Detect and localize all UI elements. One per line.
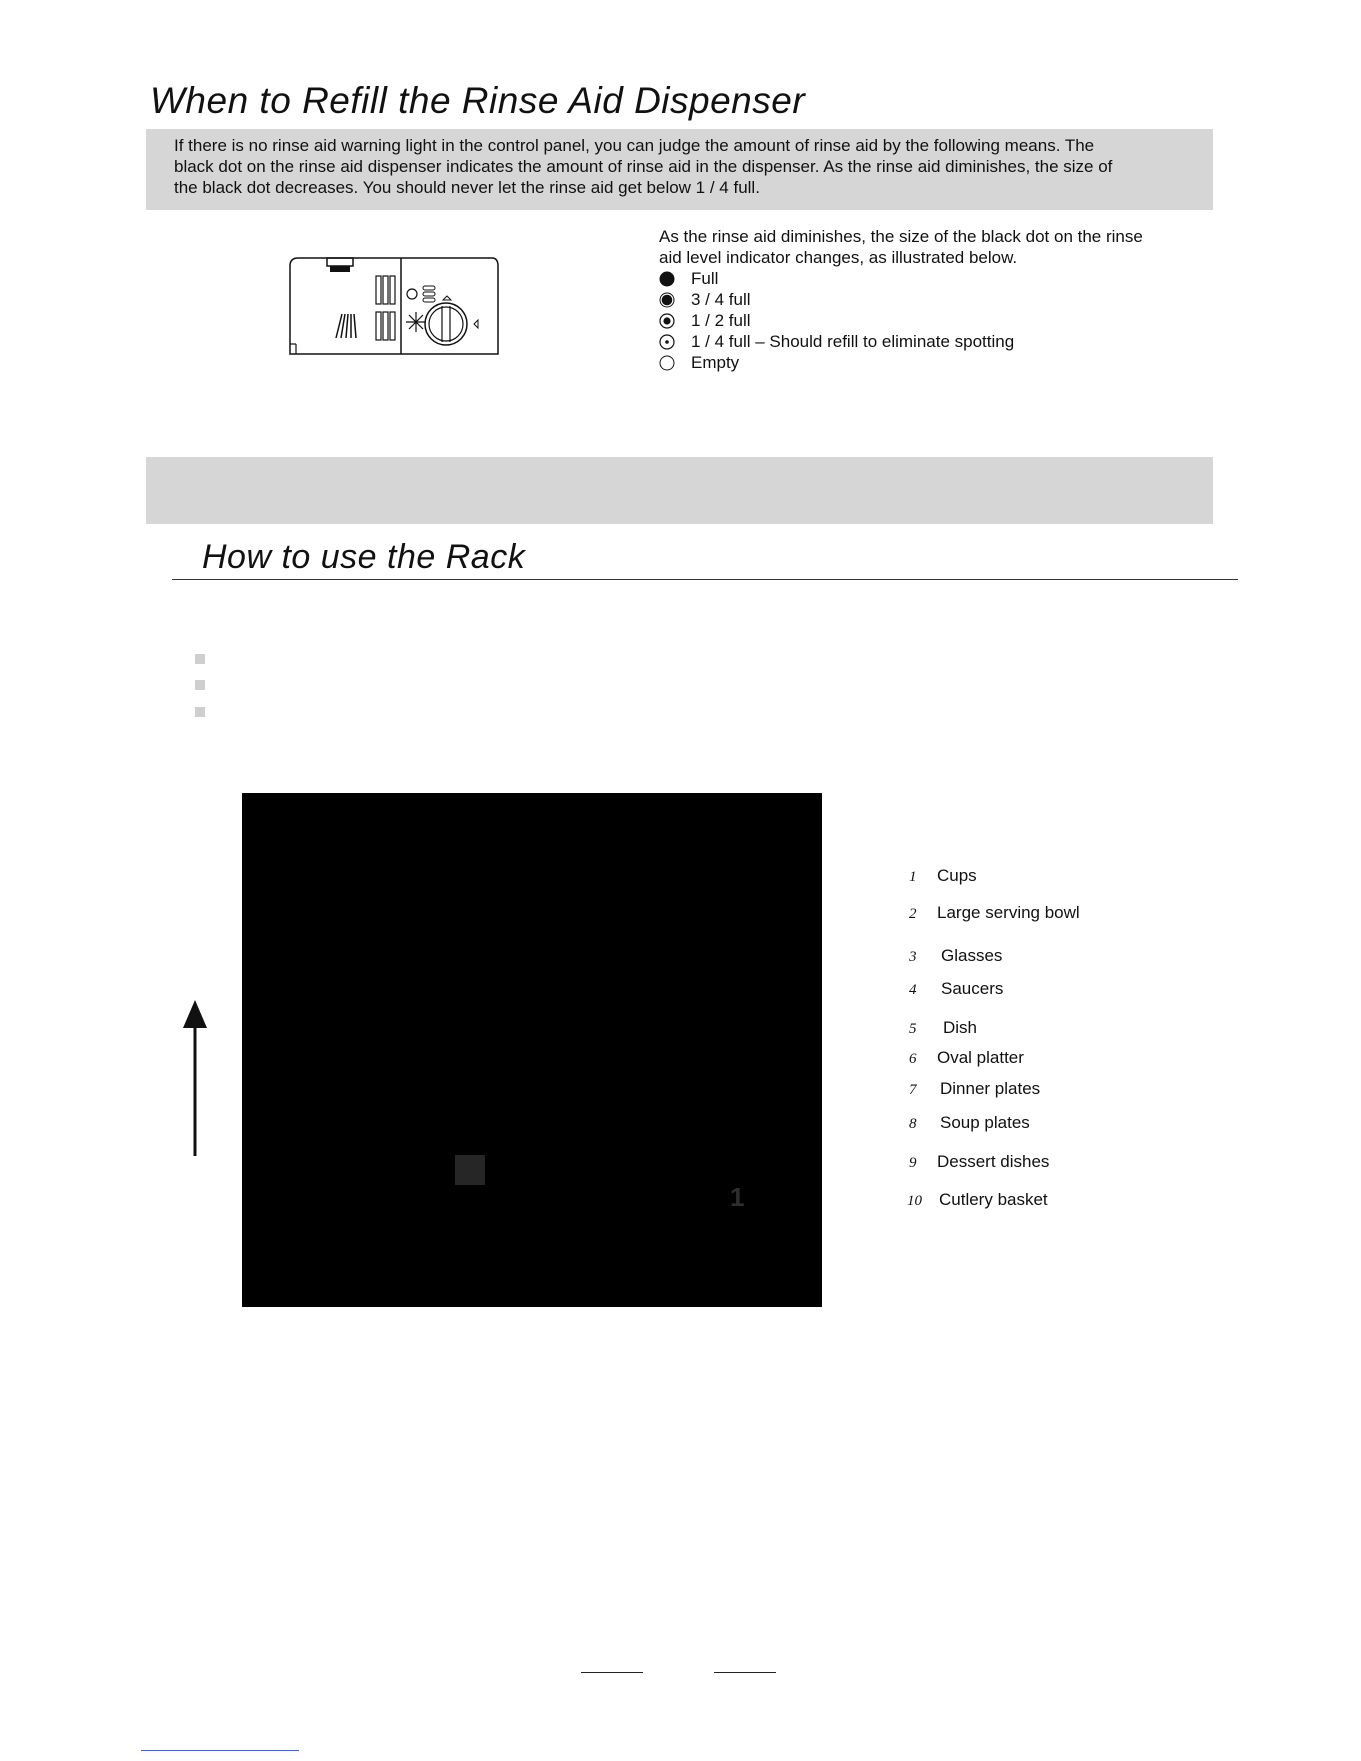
footer-rule [581,1672,643,1673]
gray-band [146,457,1213,524]
legend-label: Cutlery basket [939,1190,1048,1209]
bullet-marker [195,707,205,717]
level-dot-quarter-icon [659,334,675,350]
legend-label: Dinner plates [940,1079,1041,1098]
legend-label: Dish [943,1018,978,1037]
footer-link-underline [141,1750,299,1751]
section-title-rack: How to use the Rack [202,538,526,576]
indicator-intro-line: aid level indicator changes, as illustrated below. [659,248,1018,267]
intro-box [146,129,1213,210]
level-label: Full [691,269,719,288]
bullet-marker [195,680,205,690]
legend-item [909,866,977,886]
legend-number: 4 [909,982,917,998]
level-item-three-quarter [659,289,1219,310]
level-dot-three-quarter-icon [659,292,675,308]
legend-item [909,946,1002,966]
section-title-rinse-aid: When to Refill the Rinse Aid Dispenser [150,80,806,121]
intro-line: black dot on the rinse aid dispenser indicates the amount of rinse aid in the dispenser. As the rinse aid diminishes, the size of [174,157,1113,176]
legend-number: 9 [909,1155,917,1171]
legend-item [909,1113,1030,1133]
legend-item [909,1152,1049,1172]
legend-number: 5 [909,1021,917,1037]
legend-item [909,1018,977,1038]
legend-number: 1 [909,869,917,885]
indicator-intro-line: As the rinse aid diminishes, the size of the black dot on the rinse [659,227,1143,246]
level-label: 1 / 4 full – Should refill to eliminate spotting [691,332,1015,351]
legend-number: 6 [909,1051,917,1067]
legend-number: 2 [909,906,917,922]
level-dot-half-icon [659,313,675,329]
legend-label: Glasses [941,946,1003,965]
legend-number: 8 [909,1116,917,1132]
legend-number: 7 [909,1082,917,1098]
legend-label: Oval platter [937,1048,1024,1067]
legend-item [909,979,1003,999]
intro-line: If there is no rinse aid warning light in the control panel, you can judge the amount of rinse aid by the following means. The [174,136,1095,155]
legend-label: Soup plates [940,1113,1030,1132]
legend-label: Cups [937,866,977,885]
level-item-full [659,268,1219,289]
level-label: 1 / 2 full [691,311,751,330]
level-label: Empty [691,353,740,372]
bullet-marker [195,654,205,664]
rack-image-label: 1 [730,1182,745,1212]
rack-image-square [455,1155,485,1185]
arrow-up-icon [180,998,210,1158]
level-item-quarter [659,331,1219,352]
legend-number: 3 [909,949,917,965]
legend-label: Saucers [941,979,1004,998]
legend-item [909,1079,1040,1099]
legend-item [909,1048,1024,1068]
rinse-aid-dispenser-illustration [282,256,500,358]
level-item-half [659,310,1219,331]
level-label: 3 / 4 full [691,290,751,309]
level-dot-empty-icon [659,355,675,371]
legend-item [907,1190,1048,1210]
level-item-empty [659,352,1219,373]
title-underline [172,579,1238,580]
legend-label: Large serving bowl [937,903,1080,922]
intro-line: the black dot decreases. You should never let the rinse aid get below 1 / 4 full. [174,178,760,197]
rinse-aid-level-indicator-description [659,226,1219,373]
rack-loading-image [242,793,822,1307]
footer-rule [714,1672,776,1673]
legend-item [909,903,1080,923]
level-dot-full-icon [659,271,675,287]
legend-label: Dessert dishes [937,1152,1050,1171]
legend-number: 10 [907,1193,922,1209]
